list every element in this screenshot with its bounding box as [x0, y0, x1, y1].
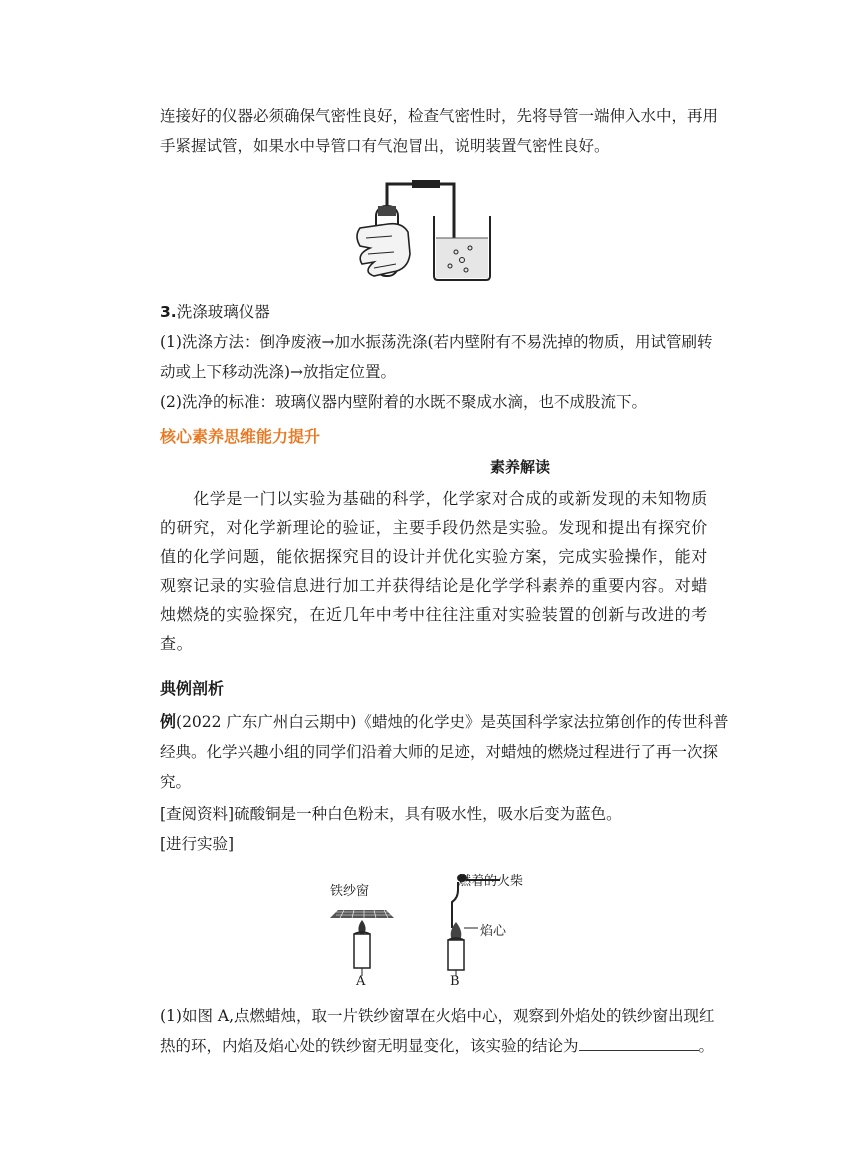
wash-method-line-1: (1)洗涤方法：倒净废液→加水振荡洗涤(若内壁附有不易洗掉的物质，用试管刷转: [160, 333, 713, 351]
literacy-line-6: 查。: [160, 634, 194, 653]
wash-standard: (2)洗净的标准：玻璃仪器内壁附着的水既不聚成水滴，也不成股流下。: [160, 393, 647, 411]
match-label: 燃着的火柴: [458, 874, 524, 889]
gauze-label: 铁纱窗: [330, 884, 370, 899]
core-literacy-heading: 核心素养思维能力提升: [160, 427, 321, 446]
candle-experiment-figure: [330, 868, 550, 992]
question-1-end: 。: [698, 1037, 715, 1055]
candle-a-drawing: [330, 910, 394, 976]
literacy-line-3: 值的化学问题，能依据探究目的设计并优化实验方案，完成实验操作，能对: [160, 547, 708, 566]
question-1-line-2: [160, 1034, 720, 1058]
reference-info: [查阅资料]硫酸铜是一种白色粉末，具有吸水性，吸水后变为蓝色。: [160, 805, 622, 823]
figure-a-label: A: [356, 974, 366, 989]
example-label: 例: [160, 712, 177, 731]
flame-core-label: 焰心: [480, 924, 507, 939]
literacy-line-1: 化学是一门以实验为基础的科学，化学家对合成的或新发现的未知物质: [160, 489, 708, 508]
example-line-2: 经典。化学兴趣小组的同学们沿着大师的足迹，对蜡烛的燃烧过程进行了再一次探: [160, 743, 719, 761]
figure-b-label: B: [450, 974, 460, 989]
example-analysis-heading: 典例剖析: [160, 679, 225, 698]
question-1-text: 热的环，内焰及焰心处的铁纱窗无明显变化，该实验的结论为: [160, 1037, 579, 1055]
answer-blank[interactable]: [579, 1036, 699, 1051]
section-3-heading: [160, 300, 720, 324]
literacy-line-5: 烛燃烧的实验探究，在近几年中考中往往注重对实验装置的创新与改进的考: [160, 605, 708, 624]
section-3-number: 3.: [160, 303, 177, 321]
experiment-label: [进行实验]: [160, 835, 235, 853]
literacy-reading-title: 素养解读: [490, 458, 551, 476]
literacy-line-4: 观察记录的实验信息进行加工并获得结论是化学学科素养的重要内容。对蜡: [160, 576, 708, 595]
question-1-line-1: (1)如图 A,点燃蜡烛，取一片铁纱窗罩在火焰中心，观察到外焰处的铁纱窗出现红: [160, 1007, 715, 1025]
airtight-text-line-2: 手紧握试管，如果水中导管口有气泡冒出，说明装置气密性良好。: [160, 137, 610, 155]
example-line-1: [160, 710, 729, 734]
airtight-text-line-1: 连接好的仪器必须确保气密性良好，检查气密性时，先将导管一端伸入水中，再用: [160, 107, 719, 125]
literacy-line-2: 的研究，对化学新理论的验证，主要手段仍然是实验。发现和提出有探究价: [160, 518, 708, 537]
airtightness-apparatus-figure: [352, 176, 502, 286]
example-line-3: 究。: [160, 773, 192, 791]
section-3-title: 洗涤玻璃仪器: [176, 303, 270, 321]
wash-method-line-2: 动或上下移动洗涤)→放指定位置。: [160, 363, 397, 381]
example-source-text: (2022 广东广州白云期中)《蜡烛的化学史》是英国科学家法拉第创作的传世科普: [176, 713, 729, 731]
